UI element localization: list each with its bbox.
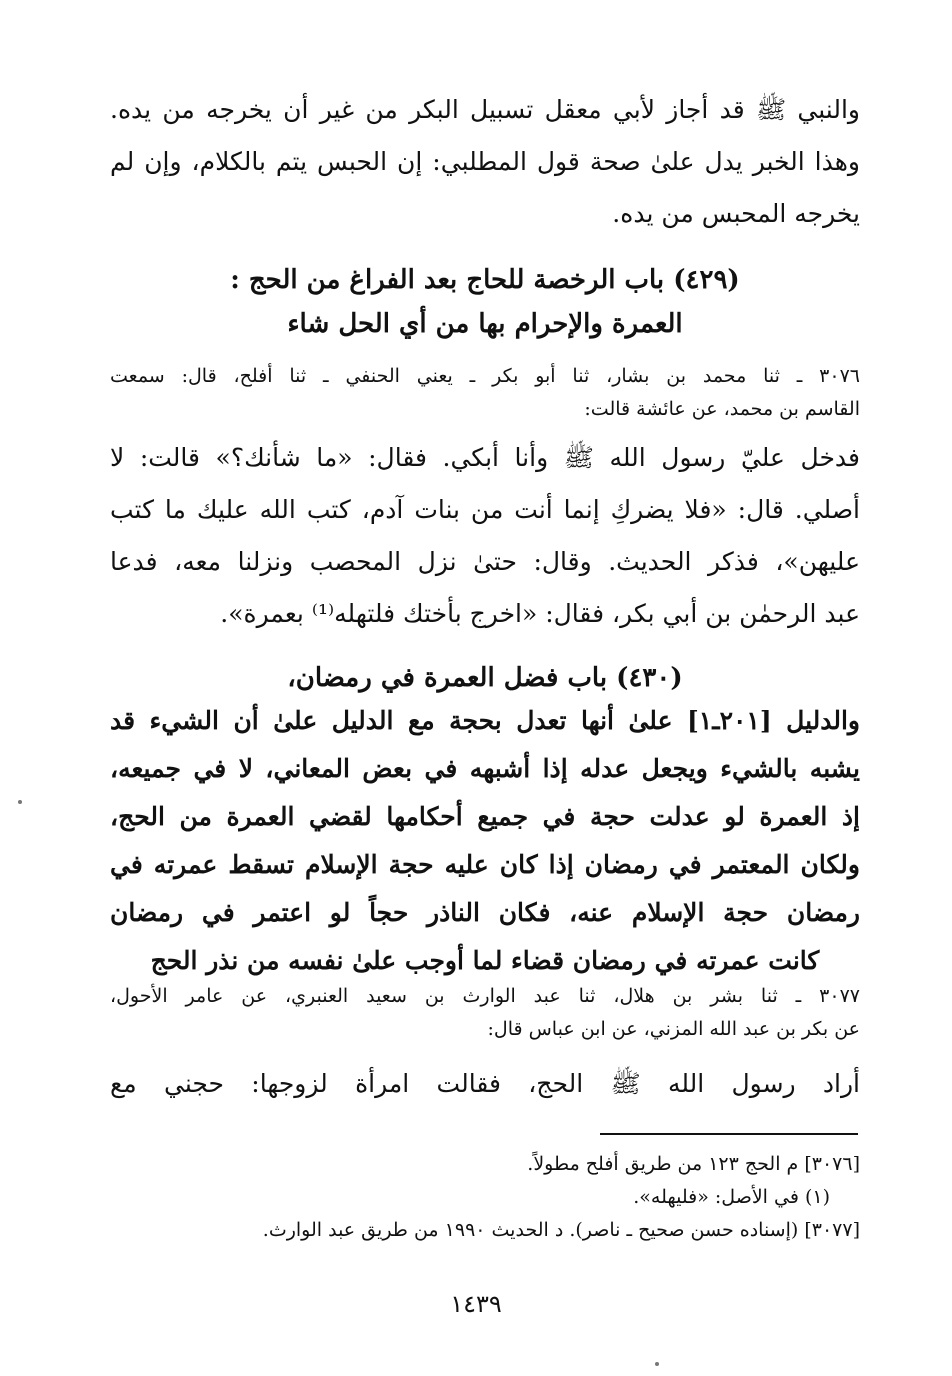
- chapter-title-line: (٤٣٠) باب فضل العمرة في رمضان،: [287, 663, 683, 693]
- bold-line: ولكان المعتمر في رمضان إذا كان عليه حجة الإسلام تسقط عمرته في: [110, 850, 860, 879]
- text-line: أراد رسول الله ﷺ الحج، فقالت امرأة لزوجها: حجني مع: [110, 1069, 860, 1098]
- footnote: (١) في الأصل: «فليهله».: [633, 1186, 830, 1208]
- bold-line: يشبه بالشيء ويجعل عدله إذا أشبهه في بعض المعاني، لا في جميعه،: [110, 754, 860, 783]
- page-number: ١٤٣٩: [450, 1290, 502, 1318]
- footnote: [٣٠٧٧] (إسناده حسن صحيح ـ ناصر). د الحديث ١٩٩٠ من طريق عبد الوارث.: [262, 1219, 860, 1241]
- footnote-separator: [600, 1133, 858, 1135]
- scan-speck: [655, 1362, 659, 1366]
- bold-line: رمضان حجة الإسلام عنه، فكان الناذر حجاً لو اعتمر في رمضان: [110, 898, 860, 927]
- bold-line: إذ العمرة لو عدلت حجة في جميع أحكامها لقضي العمرة من الحج،: [110, 802, 860, 831]
- chapter-title-line: (٤٢٩) باب الرخصة للحاج بعد الفراغ من الحج :: [230, 265, 740, 295]
- hadith-3076-isnad: [110, 360, 860, 426]
- hadith-3076-text: [110, 432, 860, 640]
- hadith-3077-isnad: [110, 980, 860, 1046]
- text-line: عليهن»، فذكر الحديث. وقال: حتىٰ نزل المحصب ونزلنا معه، فدعا: [110, 547, 860, 576]
- text-line: عبد الرحمٰن بن أبي بكر، فقال: «اخرج بأختك فلتهله⁽¹⁾ بعمرة».: [220, 599, 860, 628]
- text-line: أصلي. قال: «فلا يضركِ إنما أنت من بنات آدم، كتب الله عليك ما كتب: [110, 495, 860, 524]
- bold-line: كانت عمرته في رمضان قضاء لما أوجب علىٰ نفسه من نذر الحج: [150, 946, 820, 975]
- isnad-line: ٣٠٧٦ ـ ثنا محمد بن بشار، ثنا أبو بكر ـ يعني الحنفي ـ ثنا أفلح، قال: سمعت: [110, 365, 860, 387]
- text-line: فدخل عليّ رسول الله ﷺ وأنا أبكي. فقال: «ما شأنك؟» قالت: لا: [110, 443, 860, 472]
- isnad-line: القاسم بن محمد، عن عائشة قالت:: [584, 398, 860, 420]
- chapter-title-line: العمرة والإحرام بها من أي الحل شاء: [287, 309, 683, 339]
- isnad-line: عن بكر بن عبد الله المزني، عن ابن عباس قال:: [487, 1018, 860, 1040]
- footnotes: [110, 1148, 860, 1247]
- scan-speck: [18, 800, 22, 804]
- intro-paragraph: [110, 84, 860, 240]
- chapter-430-bold-text: [110, 697, 860, 985]
- text-line: وهذا الخبر يدل علىٰ صحة قول المطلبي: إن الحبس يتم بالكلام، وإن لم: [110, 147, 860, 176]
- hadith-3077-text: [110, 1058, 860, 1110]
- footnote: [٣٠٧٦] م الحج ١٢٣ من طريق أفلح مطولاً.: [527, 1153, 860, 1175]
- bold-line: والدليل [٢٠١ـ١] علىٰ أنها تعدل بحجة مع الدليل علىٰ أن الشيء قد: [110, 706, 860, 735]
- text-line: يخرجه المحبس من يده.: [612, 199, 860, 228]
- chapter-430-heading: [110, 656, 860, 700]
- isnad-line: ٣٠٧٧ ـ ثنا بشر بن هلال، ثنا عبد الوارث بن سعيد العنبري، عن عامر الأحول،: [110, 985, 860, 1007]
- chapter-429-heading: [110, 258, 860, 346]
- text-line: والنبي ﷺ قد أجاز لأبي معقل تسبيل البكر من غير أن يخرجه من يده.: [110, 95, 860, 124]
